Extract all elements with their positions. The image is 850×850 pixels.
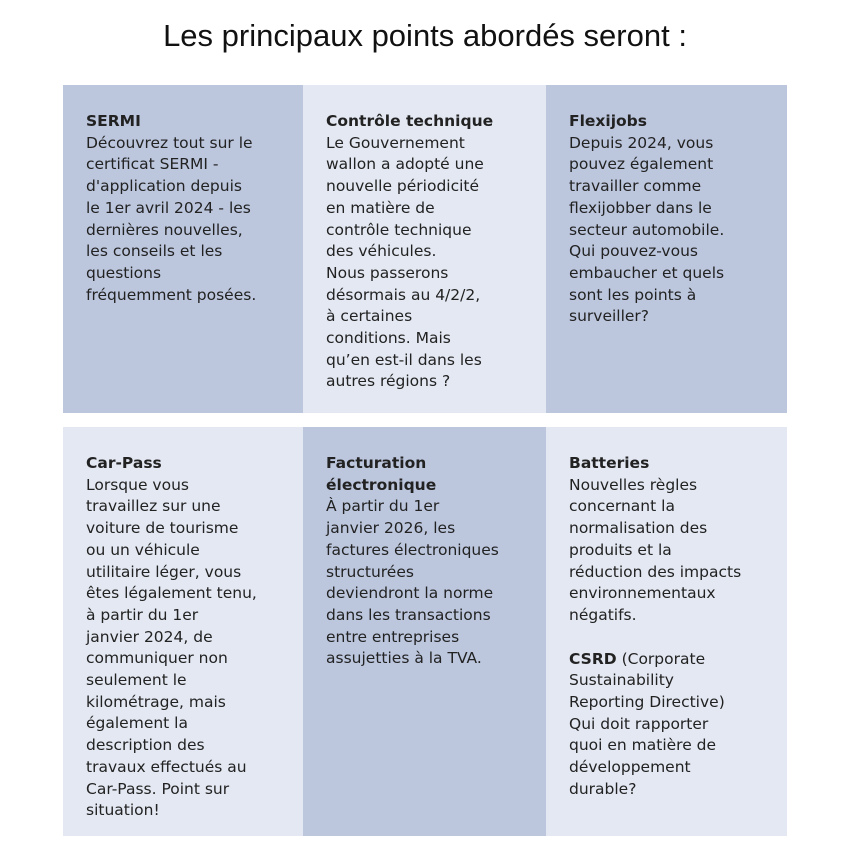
csrd-heading xyxy=(569,650,705,668)
card-title-car-pass: Car-Pass xyxy=(86,454,162,472)
card-spacer xyxy=(569,627,775,649)
card-facturation-electronique xyxy=(303,427,546,836)
card-title-batteries: Batteries xyxy=(569,454,650,472)
card-sermi xyxy=(63,85,303,413)
topics-row-1 xyxy=(63,85,787,413)
card-text-controle-technique: Le Gouvernement wallon a adopté une nouvelle périodicité en matière de contrôle technique des véhicules. Nous passerons désormais au 4/2/2, à certaines conditions. Mais qu’en est-il dans les autres régions ? xyxy=(326,133,484,391)
card-car-pass xyxy=(63,427,303,836)
card-title-csrd: CSRD xyxy=(569,649,617,668)
card-text-car-pass: Lorsque vous travaillez sur une voiture de tourisme ou un véhicule utilitaire léger, vous êtes légalement tenu, à partir du 1er janvier 2024, de communiquer non seulement le kilométrage, mais également la description des travaux effectués au Car-Pass. Point sur situation! xyxy=(86,475,257,820)
card-text-csrd: Sustainability Reporting Directive) Qui doit rapporter quoi en matière de développement durable? xyxy=(569,671,725,798)
card-title-flexijobs: Flexijobs xyxy=(569,112,648,130)
card-text-sermi: Découvrez tout sur le certificat SERMI - d'application depuis le 1er avril 2024 - les dernières nouvelles, les conseils et les questions fréquemment posées. xyxy=(86,133,257,304)
card-text-facturation-electronique: À partir du 1er janvier 2026, les factures électroniques structurées deviendront la norme dans les transactions entre entreprises assujetties à la TVA. xyxy=(326,497,499,668)
card-text-batteries: Nouvelles règles concernant la normalisation des produits et la réduction des impacts environnementaux négatifs. xyxy=(569,475,742,624)
csrd-subtitle: (Corporate xyxy=(616,649,706,668)
card-flexijobs xyxy=(546,85,787,413)
card-text-flexijobs: Depuis 2024, vous pouvez également travailler comme flexijobber dans le secteur automobile. Qui pouvez-vous embaucher et quels sont les points à surveiller? xyxy=(569,133,725,326)
page-title: Les principaux points abordés seront : xyxy=(163,18,687,53)
card-title-facturation-electronique: Facturation électronique xyxy=(326,454,437,494)
card-title-controle-technique: Contrôle technique xyxy=(326,112,494,130)
topics-row-2 xyxy=(63,427,787,836)
card-batteries xyxy=(546,427,787,836)
card-controle-technique xyxy=(303,85,546,413)
card-title-sermi: SERMI xyxy=(86,112,141,130)
